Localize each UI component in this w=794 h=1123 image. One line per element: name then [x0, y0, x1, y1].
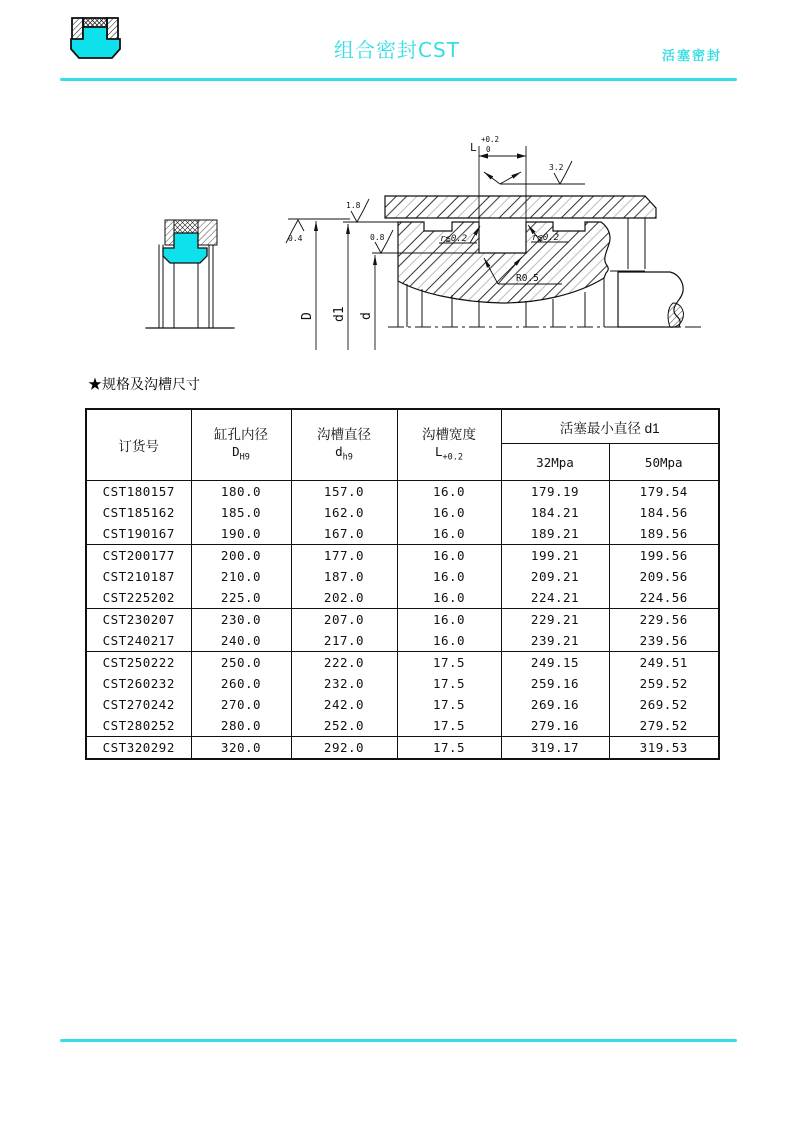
table-cell: 252.0: [291, 715, 397, 737]
table-cell: 319.53: [609, 737, 719, 760]
table-cell: 200.0: [191, 545, 291, 567]
table-cell: 260.0: [191, 673, 291, 694]
technical-drawing: [140, 116, 752, 356]
table-cell: 16.0: [397, 609, 501, 631]
table-cell: 179.54: [609, 481, 719, 503]
col-header-groove-width: [397, 409, 501, 481]
table-cell: 224.21: [501, 587, 609, 609]
col-header-groove-dia-symbol: $d_{h9}$: [335, 443, 353, 463]
table-cell: 209.56: [609, 566, 719, 587]
table-row: [86, 715, 719, 737]
col-header-bore: [191, 409, 291, 481]
category-label: 活塞密封: [661, 48, 722, 63]
col-header-groove-width-title: 沟槽宽度: [422, 427, 476, 442]
table-cell: 180.0: [191, 481, 291, 503]
col-header-bore-title: 缸孔内径: [214, 427, 268, 442]
table-row: [86, 502, 719, 523]
piston-body: [398, 222, 610, 303]
table-cell: CST200177: [86, 545, 191, 567]
table-cell: 179.19: [501, 481, 609, 503]
table-cell: 167.0: [291, 523, 397, 545]
retainer-right-hatch: [198, 220, 217, 245]
table-cell: 187.0: [291, 566, 397, 587]
table-cell: 162.0: [291, 502, 397, 523]
col-header-groove-dia: [291, 409, 397, 481]
table-cell: 189.21: [501, 523, 609, 545]
table-cell: 320.0: [191, 737, 291, 760]
table-cell: CST240217: [86, 630, 191, 652]
diameter-dimensions: [316, 221, 375, 350]
table-cell: 229.21: [501, 609, 609, 631]
col-header-groove-dia-title: 沟槽直径: [317, 427, 371, 442]
table-cell: 249.15: [501, 652, 609, 674]
table-cell: 17.5: [397, 737, 501, 760]
col-header-groove-width-symbol: $L_{+0.2}$: [434, 443, 463, 463]
table-cell: CST230207: [86, 609, 191, 631]
table-cell: 185.0: [191, 502, 291, 523]
retainer-left-hatch: [165, 220, 174, 245]
dim-L-tol-upper: +0.2: [481, 135, 500, 144]
table-cell: 229.56: [609, 609, 719, 631]
table-cell: 242.0: [291, 694, 397, 715]
table-cell: 17.5: [397, 652, 501, 674]
table-cell: 280.0: [191, 715, 291, 737]
table-row: [86, 609, 719, 631]
table-cell: 184.56: [609, 502, 719, 523]
rod-break-hatch: [668, 303, 683, 327]
col-header-bore-symbol: $D_{H9}$: [232, 443, 250, 463]
table-cell: 16.0: [397, 545, 501, 567]
table-cell: 249.51: [609, 652, 719, 674]
table-cell: 17.5: [397, 694, 501, 715]
dim-D-label: D: [300, 312, 315, 320]
dim-d-label: d: [359, 312, 374, 320]
table-cell: CST210187: [86, 566, 191, 587]
roughness-1.8-value: 1.8: [346, 201, 361, 210]
table-cell: CST320292: [86, 737, 191, 760]
table-row: [86, 694, 719, 715]
table-cell: 177.0: [291, 545, 397, 567]
cylinder-band: [385, 196, 656, 218]
radius-left-label: r≦0.2: [440, 234, 468, 244]
col-header-piston-min-dia: 活塞最小直径 d1: [501, 409, 719, 444]
table-cell: 199.21: [501, 545, 609, 567]
seal-cross-section-view: [146, 220, 234, 328]
cylinder-flange-lines: [610, 218, 645, 271]
table-cell: 16.0: [397, 502, 501, 523]
table-cell: 239.56: [609, 630, 719, 652]
table-cell: CST250222: [86, 652, 191, 674]
page-title: 组合密封CST: [334, 38, 460, 62]
dim-L-label: L: [470, 141, 477, 154]
table-cell: 259.16: [501, 673, 609, 694]
table-cell: CST270242: [86, 694, 191, 715]
table-cell: CST260232: [86, 673, 191, 694]
table-row: [86, 673, 719, 694]
table-row: [86, 652, 719, 674]
table-cell: 269.16: [501, 694, 609, 715]
table-row: [86, 566, 719, 587]
table-cell: 16.0: [397, 630, 501, 652]
table-cell: 292.0: [291, 737, 397, 760]
cylinder-assembly-view: [286, 135, 702, 350]
radius-right-label: r≦0.2: [532, 233, 560, 243]
table-cell: 17.5: [397, 715, 501, 737]
table-cell: 210.0: [191, 566, 291, 587]
table-cell: 217.0: [291, 630, 397, 652]
col-header-order-no: 订货号: [86, 409, 191, 481]
table-cell: 259.52: [609, 673, 719, 694]
table-cell: 230.0: [191, 609, 291, 631]
section-title: ★规格及沟槽尺寸: [88, 376, 200, 392]
table-cell: 157.0: [291, 481, 397, 503]
roughness-3.2-value: 3.2: [549, 163, 564, 172]
roughness-0.8-value: 0.8: [370, 233, 385, 242]
col-header-50mpa: 50Mpa: [609, 444, 719, 481]
table-cell: CST225202: [86, 587, 191, 609]
table-cell: CST280252: [86, 715, 191, 737]
table-cell: 16.0: [397, 523, 501, 545]
table-row: [86, 545, 719, 567]
header-rule: [60, 78, 737, 81]
table-cell: 222.0: [291, 652, 397, 674]
table-cell: 232.0: [291, 673, 397, 694]
dim-d1-label: d1: [332, 306, 347, 322]
table-cell: 207.0: [291, 609, 397, 631]
retainer-center-hatch: [174, 220, 198, 233]
table-row: [86, 587, 719, 609]
table-row: [86, 630, 719, 652]
table-cell: 225.0: [191, 587, 291, 609]
table-row: [86, 481, 719, 503]
table-row: [86, 523, 719, 545]
table-cell: CST185162: [86, 502, 191, 523]
table-cell: 190.0: [191, 523, 291, 545]
table-cell: CST180157: [86, 481, 191, 503]
table-cell: 319.17: [501, 737, 609, 760]
roughness-0.4-value: 0.4: [288, 234, 303, 243]
radius-bottom-label: R0.5: [516, 273, 539, 284]
table-cell: 199.56: [609, 545, 719, 567]
table-cell: 184.21: [501, 502, 609, 523]
table-cell: 16.0: [397, 587, 501, 609]
table-cell: 209.21: [501, 566, 609, 587]
table-cell: 279.52: [609, 715, 719, 737]
table-cell: 16.0: [397, 566, 501, 587]
table-cell: 279.16: [501, 715, 609, 737]
table-cell: 240.0: [191, 630, 291, 652]
footer-rule: [60, 1039, 737, 1042]
table-cell: 270.0: [191, 694, 291, 715]
table-cell: 250.0: [191, 652, 291, 674]
table-cell: 224.56: [609, 587, 719, 609]
dim-L-tol-lower: 0: [486, 145, 491, 154]
table-cell: 202.0: [291, 587, 397, 609]
table-cell: 189.56: [609, 523, 719, 545]
table-cell: 269.52: [609, 694, 719, 715]
table-cell: 17.5: [397, 673, 501, 694]
table-cell: CST190167: [86, 523, 191, 545]
table-cell: 239.21: [501, 630, 609, 652]
table-row: [86, 737, 719, 760]
col-header-32mpa: 32Mpa: [501, 444, 609, 481]
table-cell: 16.0: [397, 481, 501, 503]
spec-table: [85, 408, 720, 760]
table-body: [86, 481, 719, 760]
